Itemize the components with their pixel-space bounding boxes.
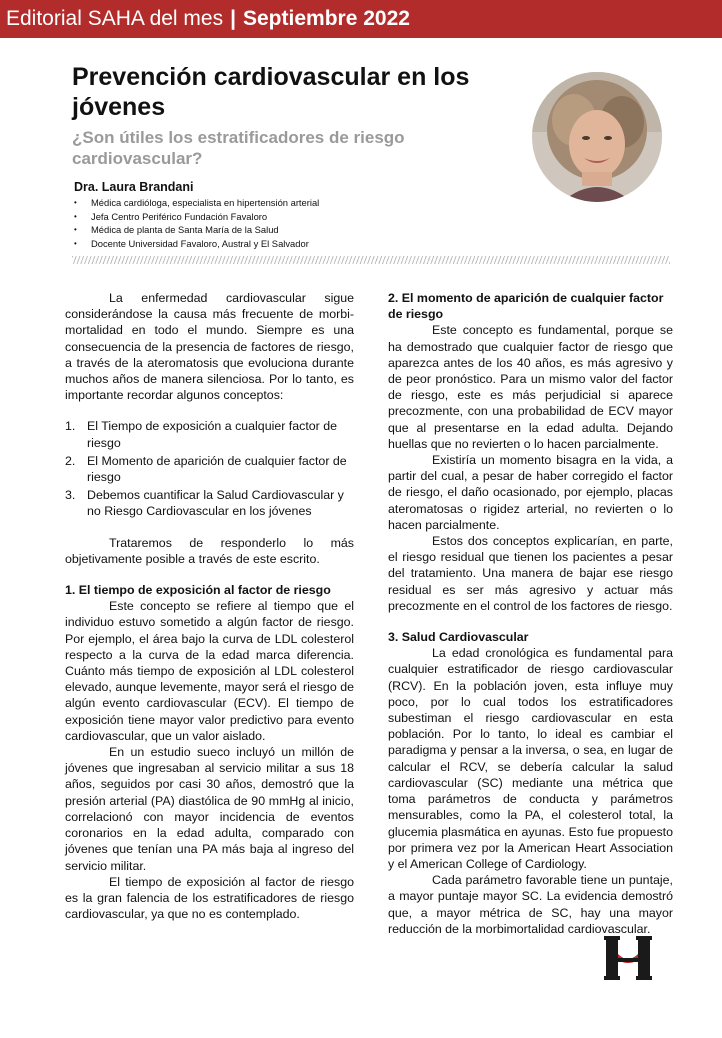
article-subtitle: ¿Son útiles los estratificadores de riesgo cardiovascular?	[72, 128, 405, 168]
intro-paragraph: La enfermedad cardiovascular sigue considerándose la causa más frecuente de morbi-mortalidad en todo el mundo. Siempre es una consecuencia de la presencia de factores de riesgo, a través de la ateromatosis que evoluciona durante muchos años de manera silenciosa. Por lo tanto, es importante recordar algunos conceptos:	[65, 291, 354, 403]
hatched-divider	[72, 256, 670, 264]
list-item: 3. Debemos cuantificar la Salud Cardiovascular y no Riesgo Cardiovascular en los jóvenes	[65, 488, 344, 519]
section-1-paragraph: En un estudio sueco incluyó un millón de jóvenes que ingresaban al servicio militar a sus 18 años, seguidos por casi 30 años, demostró que la presión arterial (PA) diastólica de 90 mmHg al inicio, correlacionó con mayor incidencia de eventos coronarios en la edad adulta, comparado con jóvenes que tenían una PA más baja al ingreso del servicio militar.	[65, 745, 354, 873]
header-separator: |	[230, 7, 236, 30]
section-1-paragraph: Este concepto se refiere al tiempo que el individuo estuvo sometido a algún factor de riesgo. Por ejemplo, el área bajo la curva de LDL colesterol respecto a la curva de la edad marca diferencia. Cuánto más tiempo de exposición al LDL colesterol elevado, aunque levemente, mayor será el riesgo de algún evento cardiovascular (ECV). El tiempo de exposición tiene mayor valor predictivo para evento cardiovascular, que un valor aislado.	[65, 599, 354, 743]
section-3-paragraph: Cada parámetro favorable tiene un puntaje, a mayor puntaje mayor SC. La evidencia demostró que, a mayor métrica de SC, hay una mayor reducción de la morbimortalidad cardiovascular.	[388, 873, 673, 936]
section-1-heading: 1. El tiempo de exposición al factor de riesgo	[65, 583, 331, 598]
header-month: Septiembre 2022	[243, 7, 410, 30]
author-credentials	[74, 196, 319, 250]
author-photo	[532, 72, 662, 202]
section-2-paragraph: Existiría un momento bisagra en la vida, a partir del cual, a pesar de haber corregido el factor de riesgo, el daño ocasionado, por ejemplo, placas ateromatosas o rigidez arterial, no revierten o lo hacen parcialmente.	[388, 453, 673, 532]
concepts-list	[65, 418, 354, 519]
credential-item: • Médica de planta de Santa María de la Salud	[74, 223, 319, 237]
list-item: 1. El Tiempo de exposición a cualquier factor de riesgo	[65, 419, 338, 450]
section-2-heading: 2. El momento de aparición de cualquier factor de riesgo	[388, 291, 664, 322]
hipertension-logo	[604, 936, 652, 980]
author-name: Dra. Laura Brandani	[74, 180, 194, 194]
right-column	[388, 290, 673, 937]
section-3-heading: 3. Salud Cardiovascular	[388, 630, 529, 645]
section-2-paragraph: Estos dos conceptos explicarían, en parte, el riesgo residual que tienen los pacientes a pesar del tratamiento. Una manera de bajar ese riesgo residual es ser más agresivo y actuar más precozmente en el control de los factores de riesgo.	[388, 534, 673, 613]
credential-item: • Jefa Centro Periférico Fundación Favaloro	[74, 210, 319, 224]
section-2-paragraph: Este concepto es fundamental, porque se ha demostrado que cualquier factor de riesgo que aparezca antes de los 40 años, es más agresivo y de peor pronóstico. Para un mismo valor del factor de riesgo, este es más perjudicial si aparece precozmente, con una probabilidad de ECV mayor que al presentarse en la edad adulta. Dejando huellas que no revierten o lo hacen parcialmente.	[388, 323, 673, 451]
left-column	[65, 290, 354, 922]
credential-item: • Médica cardióloga, especialista en hipertensión arterial	[74, 196, 319, 210]
article-title: Prevención cardiovascular en los jóvenes	[72, 63, 470, 121]
credential-item: • Docente Universidad Favaloro, Austral y El Salvador	[74, 237, 319, 251]
list-item: 2. El Momento de aparición de cualquier factor de riesgo	[65, 453, 347, 485]
section-1-paragraph: El tiempo de exposición al factor de riesgo es la gran falencia de los estratificadores de riesgo cardiovascular, ya que no es contemplado.	[65, 874, 354, 922]
closing-paragraph: Trataremos de responderlo lo más objetivamente posible a través de este escrito.	[65, 535, 354, 566]
header-banner	[0, 0, 722, 38]
editorial-label: Editorial SAHA del mes	[6, 7, 224, 30]
section-3-paragraph: La edad cronológica es fundamental para cualquier estratificador de riesgo cardiovascular (RCV). En la población joven, esta influye muy poco, por lo cual todos los estratificadores subestiman el riesgo cardiovascular en esta población. Por lo tanto, lo ideal es cambiar el paradigma y pensar a la inversa, o sea, en lugar de calcular el RCV, se debería calcular la salud cardiovascular (SC) mediante una métrica que toma parámetros de conducta y parámetros mensurables, como la PA, el colesterol total, la glucemia plasmática en ayunas. Esto fue propuesto por primera vez por la American Heart Association y el American College of Cardiology.	[388, 646, 673, 871]
